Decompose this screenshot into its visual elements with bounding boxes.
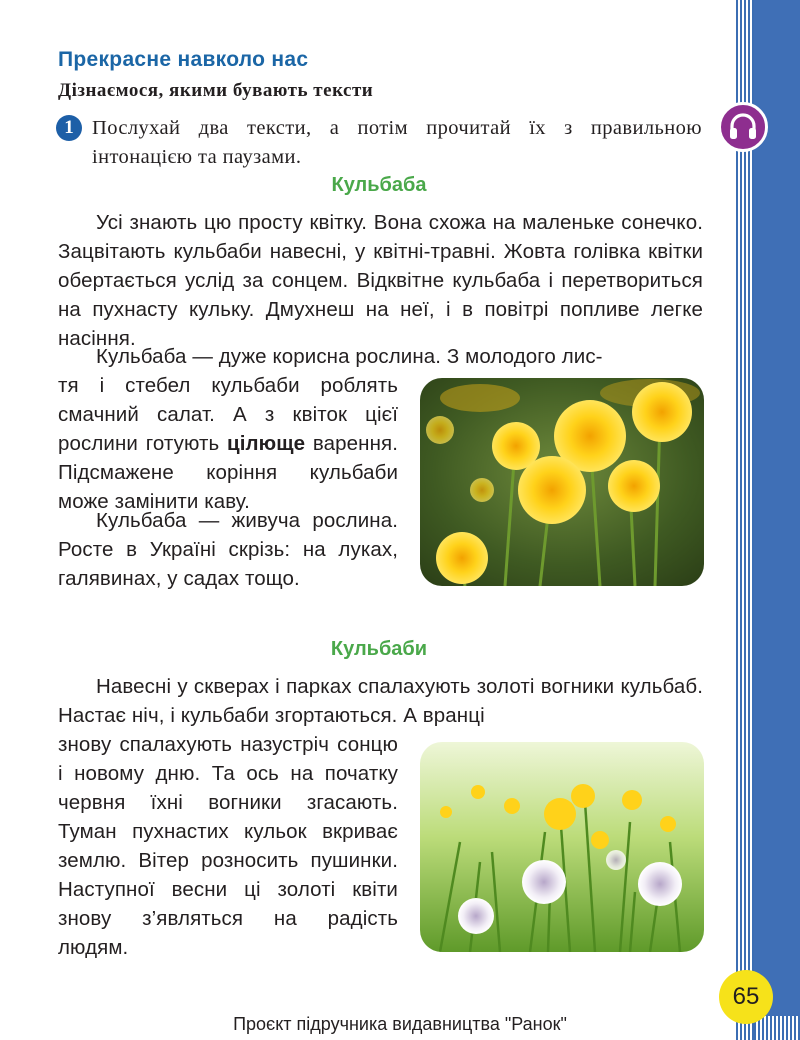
text2-paragraph-top: Навесні у скверах і парках спалахують золоті вогники кульбаб. Настає ніч, і кульбаби згортаються. А вранці — [58, 675, 703, 727]
task-number-badge: 1 — [56, 115, 82, 141]
sidebar-band — [754, 0, 800, 1040]
task-instruction: Послухай два тексти, а потім прочитай їх з правильною інтонацією та паузами. — [92, 117, 702, 168]
dandelion-photo-1 — [420, 378, 704, 586]
text1-paragraph-3: Кульбаба — живуча рослина. Росте в Україні скрізь: на луках, галявинах, у садах тощо. — [58, 509, 398, 590]
text2-title: Кульбаби — [330, 638, 428, 660]
headphones-glyph — [721, 105, 765, 149]
text1-paragraph-2 — [58, 371, 398, 516]
publisher-footer: Проєкт підручника видавництва "Ранок" — [233, 1014, 567, 1034]
text1-p2-text: тя і стебел кульбаби роблять смачний салат. А з квіток цієї рослини готують — [58, 374, 398, 455]
section-title: Прекрасне навколо нас — [58, 48, 309, 71]
text1-p2-text-end: варення. Підсмажене коріння кульбаби може замінити каву. — [58, 432, 398, 513]
page-number-badge: 65 — [719, 970, 773, 1024]
text1-paragraph-2-first-line: Кульбаба — дуже корисна рослина. З молодого лис- — [96, 345, 603, 368]
dandelion-image-2 — [420, 742, 704, 952]
headphones-icon[interactable] — [718, 102, 768, 152]
text1-p2-bold: цілюще — [227, 432, 306, 455]
lesson-subtitle: Дізнаємося, якими бувають тексти — [58, 80, 374, 101]
sidebar-stripes — [736, 0, 754, 1040]
text2-paragraph-rest: знову спалахують назустріч сонцю і новому дню. Та ось на початку червня їхні вогники згасають. Туман пухнастих кульок вкриває землю. Вітер розносить пушинки. Наступної весни ці золоті квіти знову з’являться на радість людям. — [58, 733, 398, 959]
dandelion-image-1 — [420, 378, 704, 586]
dandelion-photo-2 — [420, 742, 704, 952]
text1-paragraph-1: Усі знають цю просту квітку. Вона схожа на маленьке сонечко. Зацвітають кульбаби навесні, у квітні-травні. Жовта голівка квітки обертається услід за сонцем. Відквітне кульбаба і перетвориться на пухнасту кульку. Дмухнеш на неї, і в повітрі попливе легке насіння. — [58, 211, 703, 350]
text1-title: Кульбаба — [331, 174, 427, 196]
